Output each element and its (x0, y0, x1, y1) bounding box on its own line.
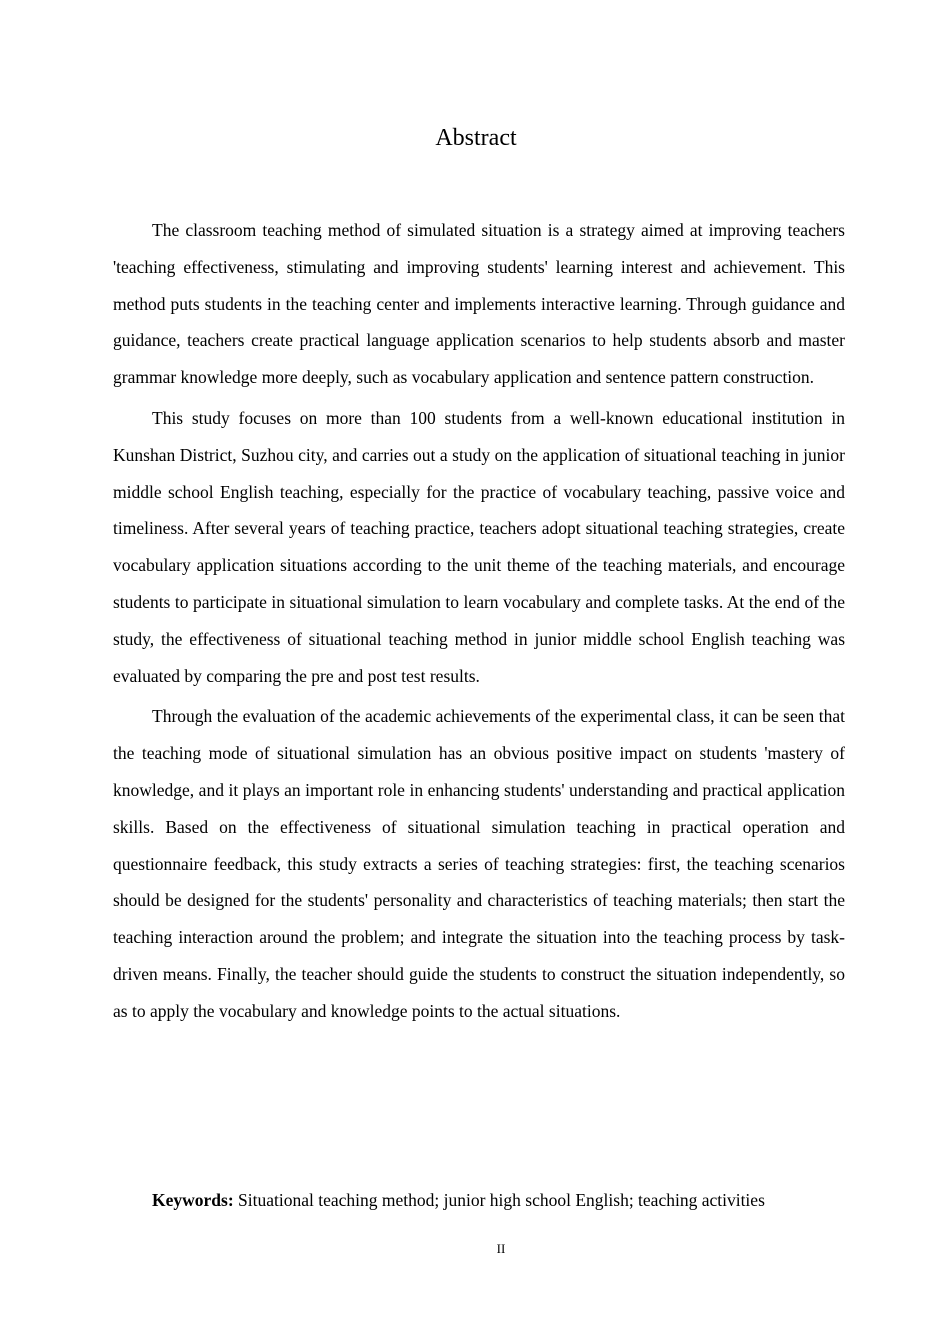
abstract-paragraph-3: Through the evaluation of the academic achievements of the experimental class, it can be seen that the teaching mode of situational simulation has an obvious positive impact on students 'mastery of knowledge, and it plays an important role in enhancing students' understanding and practical application skills. Based on the effectiveness of situational simulation teaching in practical operation and questionnaire feedback, this study extracts a series of teaching strategies: first, the teaching scenarios should be designed for the students' personality and characteristics of teaching materials; then start the teaching interaction around the problem; and integrate the situation into the teaching process by task-driven means. Finally, the teacher should guide the students to construct the situation independently, so as to apply the vocabulary and knowledge points to the actual situations. (113, 706, 845, 1021)
page-number: II (496, 1241, 506, 1256)
abstract-paragraph-2: This study focuses on more than 100 students from a well-known educational institution in Kunshan District, Suzhou city, and carries out a study on the application of situational teaching in junior middle school English teaching, especially for the practice of vocabulary teaching, passive voice and timeliness. After several years of teaching practice, teachers adopt situational teaching strategies, create vocabulary application situations according to the unit theme of the teaching materials, and encourage students to participate in situational simulation to learn vocabulary and complete tasks. At the end of the study, the effectiveness of situational teaching method in junior middle school English teaching was evaluated by comparing the pre and post test results. (113, 407, 845, 686)
abstract-body (113, 212, 845, 1034)
keywords-label: Keywords: (152, 1190, 234, 1210)
abstract-paragraph-1: The classroom teaching method of simulated situation is a strategy aimed at improving teachers 'teaching effectiveness, stimulating and improving students' learning interest and achievement. This method puts students in the teaching center and implements interactive learning. Through guidance and guidance, teachers create practical language application scenarios to help students absorb and master grammar knowledge more deeply, such as vocabulary application and sentence pattern construction. (113, 220, 845, 388)
keywords-line (152, 1186, 765, 1214)
abstract-title: Abstract (435, 125, 517, 151)
keywords-text: Situational teaching method; junior high school English; teaching activities (238, 1190, 765, 1210)
